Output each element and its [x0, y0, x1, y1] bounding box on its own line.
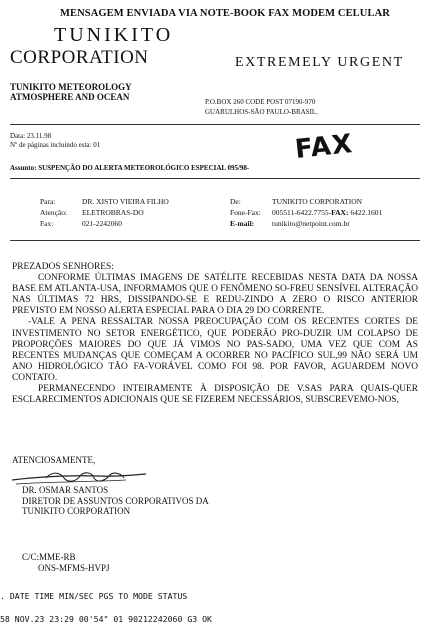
divider	[10, 124, 420, 125]
pages-line: Nº de páginas incluindo esta: 01	[10, 141, 101, 149]
department-line-1: TUNIKITO METEOROLOGY	[10, 82, 132, 92]
fax-label: Fax:	[40, 219, 54, 228]
carbon-copy-line-1: C/C:MME-RB	[22, 552, 76, 562]
email-value: tunikito@netpoint.com.br	[272, 219, 350, 228]
fax-log-header: . DATE TIME MIN/SEC PGS TO MODE STATUS	[0, 591, 188, 601]
to-value: DR. XISTO VIEIRA FILHO	[82, 197, 169, 206]
divider	[10, 178, 420, 179]
paragraph-1: CONFORME ÚLTIMAS IMAGENS DE SATÉLITE RECEBIDAS NESTA DATA DA NOSSA BASE EM ATLANTA-USA, INFORMAMOS QUE O FENÔMENO SO-FREU SENSÍVEL ALTERAÇÃO NAS ÚLTIMAS 72 HRS, DISSIPANDO-SE E REDU-ZINDO A ZERO O RISCO ANTERIOR PREVISTO EM NOSSO ALERTA ESPECIAL PARA O DIA 29 DO CORRENTE.	[12, 273, 418, 317]
paragraph-3: PERMANECENDO INTEIRAMENTE À DISPOSIÇÃO DE V.SAS PARA QUAIS-QUER ESCLARECIMENTOS ADICIONAIS QUE SE FIZEREM NECESSÁRIOS, SUBSCREVEMO-NOS,	[12, 384, 418, 406]
date-line: Data: 23.11.98	[10, 132, 52, 140]
carbon-copy-line-2: ONS-MFMS-HVPJ	[38, 563, 110, 573]
recipient-block	[40, 197, 169, 230]
department-block	[10, 82, 132, 102]
signatory-title: DIRETOR DE ASSUNTOS CORPORATIVOS DA	[22, 495, 209, 506]
signatory-name: DR. OSMAR SANTOS	[22, 485, 109, 495]
sender-fax-label: FAX:	[331, 208, 349, 217]
from-label: De:	[230, 197, 241, 206]
address-block	[205, 97, 318, 117]
paragraph-2: -VALE A PENA RESSALTAR NOSSA PREOCUPAÇÃO COM OS RECENTES CORTES DE INVESTIMENTO NO SETOR ENERGÉTICO, QUE PODERÃO PRO-DUZIR UM COLAPSO DE PROPORÇÕES MAIORES DO QUE JÁ VIMOS NO PAS-SADO, UMA VEZ QUE COM AS RECENTES MUDANÇAS QUE COMEÇAM A OCORRER NO PACÍFICO SUL,99 NÃO SERÁ UM ANO HIDROLÓGICO TÃO FA-VORÁVEL COMO FOI 98. POR FAVOR, AGUARDEM NOVO CONTATO.	[12, 317, 418, 383]
divider	[10, 240, 420, 241]
attention-value: ELETROBRAS-DO	[82, 208, 144, 217]
fax-log-row: 58 NOV.23 23:29 00'54" 01 90212242060 G3 OK	[0, 614, 212, 624]
logo-line-1: TUNIKITO	[54, 24, 174, 46]
attention-label: Atenção:	[40, 208, 68, 217]
address-line-2: GUARULHOS-SÃO PAULO-BRASIL.	[205, 108, 318, 116]
closing: ATENCIOSAMENTE,	[12, 455, 96, 465]
fax-value: 021-2242060	[82, 219, 122, 228]
fax-stamp: FAX	[293, 129, 355, 165]
email-label: E-mail:	[230, 219, 255, 228]
department-line-2: ATMOSPHERE AND OCEAN	[10, 92, 130, 102]
logo-line-2: CORPORATION	[10, 47, 149, 68]
signatory-company: TUNIKITO CORPORATION	[22, 506, 131, 516]
from-value: TUNIKITO CORPORATION	[272, 197, 363, 206]
letter-body	[12, 262, 418, 406]
transmission-header: MENSAGEM ENVIADA VIA NOTE-BOOK FAX MODEM CELULAR	[60, 8, 390, 19]
signature-block	[22, 485, 209, 517]
salutation: PREZADOS SENHORES:	[12, 262, 114, 272]
address-line-1: P.O.BOX 260 CODE POST 07190-970	[205, 98, 316, 106]
sender-block	[230, 197, 383, 230]
sender-fax-value: 6422.1601	[348, 208, 383, 217]
to-label: Para:	[40, 197, 56, 206]
phone-label: Fone-Fax:	[230, 208, 261, 217]
urgency-label: EXTREMELY URGENT	[235, 55, 404, 70]
subject-line: Assunto: SUSPENÇÃO DO ALERTA METEOROLÓGICO ESPECIAL 095/98-	[10, 164, 250, 172]
phone-value: 005511-6422.7755-	[272, 208, 332, 217]
